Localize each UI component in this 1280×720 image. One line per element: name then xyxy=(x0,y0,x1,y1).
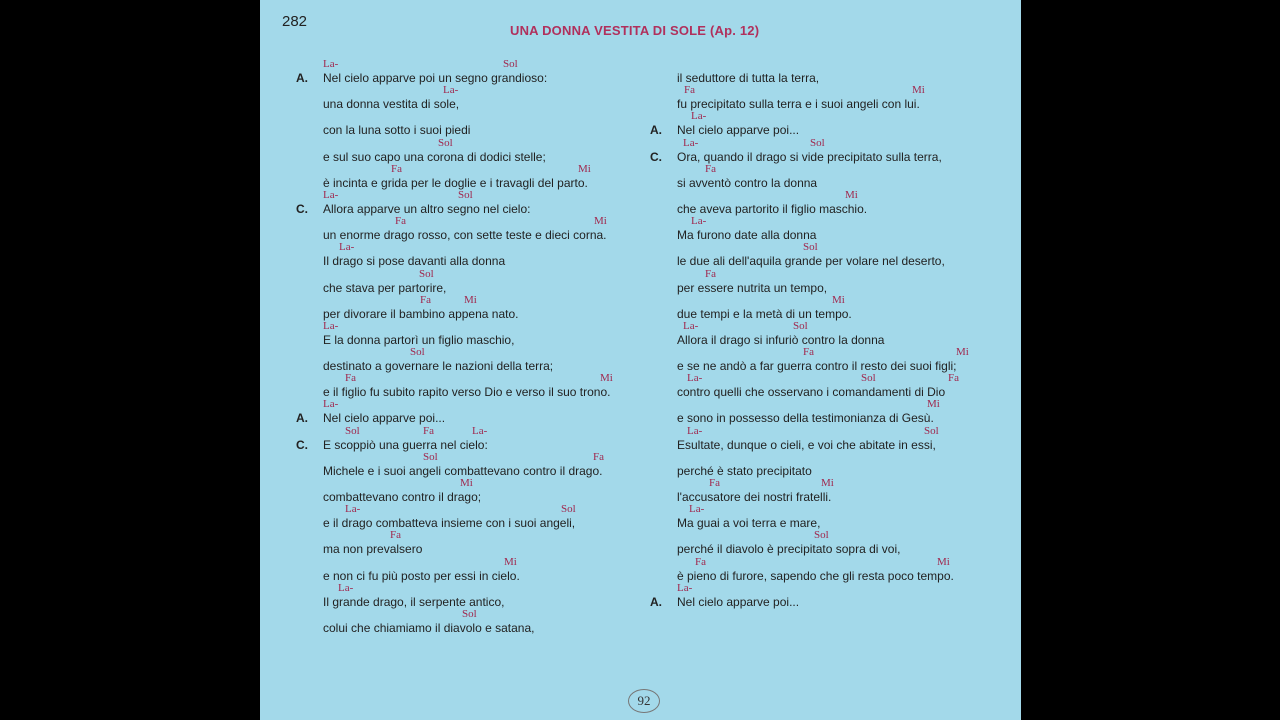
lyric-text: perché è stato precipitato xyxy=(677,463,812,478)
chord-row xyxy=(323,451,653,462)
chord-row xyxy=(323,241,653,252)
song-line xyxy=(650,451,990,477)
chord-row xyxy=(323,294,653,305)
song-line xyxy=(296,529,636,555)
chord-label: Sol xyxy=(419,267,434,280)
lyric-text: con la luna sotto i suoi piedi xyxy=(323,123,471,138)
song-line xyxy=(296,294,636,320)
song-line xyxy=(296,582,636,608)
lyric-text: Nel cielo apparve poi... xyxy=(677,123,800,138)
chord-row xyxy=(677,241,1007,252)
footer-page-number: 92 xyxy=(628,689,660,713)
chord-label: Mi xyxy=(937,555,950,568)
chord-row xyxy=(677,398,1007,409)
song-line xyxy=(650,582,990,608)
lyric-text: per divorare il bambino appena nato. xyxy=(323,306,519,321)
lyric-text: E scoppiò una guerra nel cielo: xyxy=(323,437,488,452)
chord-label: Sol xyxy=(803,241,818,254)
chord-row xyxy=(677,556,1007,567)
speaker-label: C. xyxy=(296,437,308,452)
lyric-text: Allora il drago si infuriò contro la donna xyxy=(677,332,885,347)
chord-row xyxy=(323,608,653,619)
chord-row xyxy=(677,215,1007,226)
chord-row xyxy=(323,503,653,514)
chord-label: Mi xyxy=(578,162,591,175)
chord-row xyxy=(677,346,1007,357)
lyric-text: e sono in possesso della testimonianza di Gesù. xyxy=(677,411,934,426)
left-column xyxy=(296,58,636,634)
chord-label: Sol xyxy=(561,503,576,516)
speaker-label: A. xyxy=(650,123,662,138)
song-line xyxy=(296,58,636,84)
lyric-text: combattevano contro il drago; xyxy=(323,490,482,504)
lyric-text: destinato a governare le nazioni della terra; xyxy=(323,359,554,374)
chord-label: Sol xyxy=(345,424,360,437)
lyric-text: e non ci fu più posto per essi in cielo. xyxy=(323,568,520,583)
song-line xyxy=(296,241,636,267)
song-line xyxy=(650,556,990,582)
chord-label: Mi xyxy=(594,215,607,228)
song-line xyxy=(650,268,990,294)
chord-label: La- xyxy=(683,136,699,149)
lyric-text: Il drago si pose davanti alla donna xyxy=(323,254,506,269)
song-line xyxy=(296,110,636,136)
lyric-text: E la donna partorì un figlio maschio, xyxy=(323,332,515,347)
chord-row xyxy=(677,477,1007,488)
chord-row xyxy=(323,58,653,69)
speaker-label: C. xyxy=(296,201,308,216)
chord-label: Mi xyxy=(504,555,517,568)
song-line xyxy=(296,137,636,163)
chord-label: Fa xyxy=(684,84,695,97)
chord-label: La- xyxy=(323,58,339,70)
chord-row xyxy=(323,372,653,383)
song-line xyxy=(296,189,636,215)
song-line xyxy=(296,556,636,582)
song-line xyxy=(296,372,636,398)
chord-row xyxy=(323,346,653,357)
chord-row xyxy=(677,320,1007,331)
song-line xyxy=(650,137,990,163)
chord-row xyxy=(677,294,1007,305)
chord-label: Fa xyxy=(345,372,356,385)
chord-row xyxy=(677,189,1007,200)
song-line xyxy=(650,58,990,84)
lyric-text: è pieno di furore, sapendo che gli resta poco tempo. xyxy=(677,568,954,583)
speaker-label: C. xyxy=(650,149,662,164)
chord-label: Mi xyxy=(912,84,925,97)
chord-label: La- xyxy=(472,424,488,437)
chord-label: Sol xyxy=(924,424,939,437)
chord-row xyxy=(323,425,653,436)
song-line xyxy=(650,372,990,398)
song-line xyxy=(296,320,636,346)
chord-row xyxy=(677,163,1007,174)
lyric-text: si avventò contro la donna xyxy=(677,175,818,190)
lyric-text: e se ne andò a far guerra contro il resto dei suoi figli; xyxy=(677,359,957,374)
chord-label: La- xyxy=(687,424,703,437)
lyric-text: Nel cielo apparve poi un segno grandioso: xyxy=(323,71,548,85)
lyric-text: per essere nutrita un tempo, xyxy=(677,280,828,295)
chord-label: La- xyxy=(691,215,707,228)
speaker-label: A. xyxy=(296,71,308,85)
song-line xyxy=(296,608,636,634)
chord-row xyxy=(323,398,653,409)
song-line xyxy=(296,163,636,189)
chord-label: Mi xyxy=(927,398,940,411)
lyric-text: le due ali dell'aquila grande per volare nel deserto, xyxy=(677,254,945,269)
chord-label: Sol xyxy=(462,607,477,620)
chord-label: La- xyxy=(691,110,707,123)
song-line xyxy=(296,425,636,451)
chord-row xyxy=(323,189,653,200)
chord-label: La- xyxy=(323,319,339,332)
lyric-text: Esultate, dunque o cieli, e voi che abitate in essi, xyxy=(677,437,936,452)
song-line xyxy=(650,84,990,110)
chord-label: Sol xyxy=(814,529,829,542)
song-line xyxy=(296,268,636,294)
chord-label: Fa xyxy=(695,555,706,568)
chord-row xyxy=(677,137,1007,148)
chord-label: Sol xyxy=(423,450,438,463)
chord-row xyxy=(677,451,1007,462)
chord-label: Mi xyxy=(821,477,834,489)
song-title: UNA DONNA VESTITA DI SOLE (Ap. 12) xyxy=(510,23,760,38)
chord-label: La- xyxy=(443,84,459,97)
chord-row xyxy=(677,425,1007,436)
chord-label: Mi xyxy=(956,346,969,359)
lyric-text: il seduttore di tutta la terra, xyxy=(677,71,820,85)
lyric-text: Ora, quando il drago si vide precipitato sulla terra, xyxy=(677,149,942,164)
song-line xyxy=(296,346,636,372)
chord-row xyxy=(323,556,653,567)
song-line xyxy=(296,84,636,110)
lyric-text: è incinta e grida per le doglie e i travagli del parto. xyxy=(323,175,588,190)
lyric-text: colui che chiamiamo il diavolo e satana, xyxy=(323,620,535,635)
chord-label: La- xyxy=(677,581,693,594)
song-line xyxy=(650,398,990,424)
song-line xyxy=(650,294,990,320)
chord-label: Fa xyxy=(705,267,716,280)
chord-row xyxy=(323,84,653,95)
song-line xyxy=(650,529,990,555)
song-line xyxy=(296,398,636,424)
speaker-label: A. xyxy=(650,594,662,609)
lyric-text: l'accusatore dei nostri fratelli. xyxy=(677,490,832,504)
lyric-text: Michele e i suoi angeli combattevano contro il drago. xyxy=(323,463,603,478)
chord-label: Sol xyxy=(810,136,825,149)
chord-row xyxy=(323,529,653,540)
chord-label: Mi xyxy=(845,188,858,201)
song-line xyxy=(296,503,636,529)
lyric-text: Il grande drago, il serpente antico, xyxy=(323,594,505,609)
chord-row xyxy=(323,582,653,593)
chord-label: Mi xyxy=(464,293,477,306)
chord-label: La- xyxy=(339,241,355,254)
lyric-text: Ma furono date alla donna xyxy=(677,228,817,243)
chord-row xyxy=(677,503,1007,514)
song-line xyxy=(650,346,990,372)
chord-label: Sol xyxy=(458,188,473,201)
lyric-text: Ma guai a voi terra e mare, xyxy=(677,516,821,531)
chord-label: Fa xyxy=(420,293,431,306)
song-line xyxy=(650,320,990,346)
lyric-text: Nel cielo apparve poi... xyxy=(323,411,446,426)
lyric-text: Nel cielo apparve poi... xyxy=(677,594,800,609)
chord-label: La- xyxy=(689,503,705,516)
chord-label: La- xyxy=(345,503,361,516)
chord-label: Mi xyxy=(832,293,845,306)
chord-row xyxy=(677,582,1007,593)
chord-label: Fa xyxy=(391,162,402,175)
lyric-text: e sul suo capo una corona di dodici stelle; xyxy=(323,149,546,164)
lyric-text: e il drago combatteva insieme con i suoi angeli, xyxy=(323,516,576,531)
chord-label: Sol xyxy=(503,58,518,70)
song-line xyxy=(650,503,990,529)
chord-label: Fa xyxy=(390,529,401,542)
chord-label: Fa xyxy=(423,424,434,437)
lyric-text: contro quelli che osservano i comandamenti di Dio xyxy=(677,385,946,400)
lyric-text: un enorme drago rosso, con sette teste e dieci corna. xyxy=(323,228,607,243)
lyric-text: ma non prevalsero xyxy=(323,542,423,557)
chord-row xyxy=(323,268,653,279)
song-line xyxy=(650,163,990,189)
chord-row xyxy=(323,137,653,148)
chord-label: Mi xyxy=(600,372,613,385)
song-line xyxy=(296,451,636,477)
lyric-text: una donna vestita di sole, xyxy=(323,97,460,112)
chord-label: La- xyxy=(683,319,699,332)
lyric-text: che stava per partorire, xyxy=(323,280,447,295)
chord-row xyxy=(677,58,1007,69)
song-line xyxy=(650,110,990,136)
song-line xyxy=(650,215,990,241)
song-line xyxy=(296,215,636,241)
chord-label: Fa xyxy=(709,477,720,489)
chord-label: Sol xyxy=(793,319,808,332)
chord-row xyxy=(677,529,1007,540)
chord-label: Fa xyxy=(803,346,814,359)
chord-label: Mi xyxy=(460,477,473,489)
chord-label: La- xyxy=(338,581,354,594)
chord-label: La- xyxy=(323,188,339,201)
song-line xyxy=(650,241,990,267)
chord-label: Fa xyxy=(948,372,959,385)
chord-label: Sol xyxy=(438,136,453,149)
chord-row xyxy=(323,215,653,226)
chord-row xyxy=(677,110,1007,121)
chord-label: Fa xyxy=(593,450,604,463)
chord-row xyxy=(677,372,1007,383)
songbook-page xyxy=(260,0,1021,720)
right-column xyxy=(650,58,990,608)
chord-row xyxy=(323,477,653,488)
lyric-text: perché il diavolo è precipitato sopra di voi, xyxy=(677,542,901,557)
chord-label: Fa xyxy=(705,162,716,175)
chord-row xyxy=(323,320,653,331)
lyric-text: due tempi e la metà di un tempo. xyxy=(677,306,852,321)
song-line xyxy=(296,477,636,503)
chord-row xyxy=(323,110,653,121)
page-number: 282 xyxy=(282,13,308,30)
chord-row xyxy=(677,84,1007,95)
chord-label: Sol xyxy=(861,372,876,385)
song-line xyxy=(650,189,990,215)
song-line xyxy=(650,425,990,451)
chord-label: Sol xyxy=(410,346,425,359)
chord-label: La- xyxy=(687,372,703,385)
chord-label: Fa xyxy=(395,215,406,228)
chord-row xyxy=(323,163,653,174)
lyric-text: fu precipitato sulla terra e i suoi angeli con lui. xyxy=(677,97,920,112)
lyric-text: che aveva partorito il figlio maschio. xyxy=(677,201,868,216)
lyric-text: Allora apparve un altro segno nel cielo: xyxy=(323,201,531,216)
song-line xyxy=(650,477,990,503)
lyric-text: e il figlio fu subito rapito verso Dio e verso il suo trono. xyxy=(323,385,611,400)
speaker-label: A. xyxy=(296,411,308,426)
chord-row xyxy=(677,268,1007,279)
chord-label: La- xyxy=(323,398,339,411)
